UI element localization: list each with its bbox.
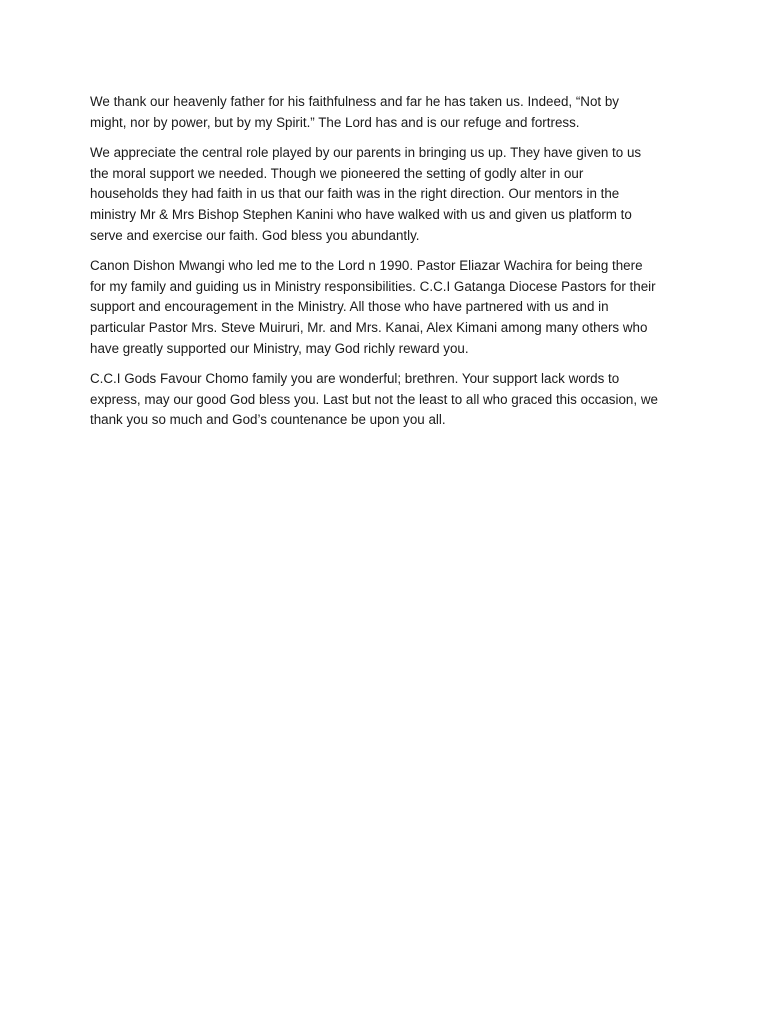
- paragraph-pastors-partners: [90, 256, 680, 359]
- text-line: We appreciate the central role played by our parents in bringing us up. They have given to us: [90, 145, 642, 161]
- text-line: might, nor by power, but by my Spirit.” The Lord has and is our refuge and fortress.: [90, 114, 580, 130]
- text-line: have greatly supported our Ministry, may God richly reward you.: [90, 340, 469, 356]
- text-line: support and encouragement in the Ministry. All those who have partnered with us and in: [90, 299, 609, 315]
- text-line: C.C.I Gods Favour Chomo family you are wonderful; brethren. Your support lack words to: [90, 371, 620, 387]
- text-line: serve and exercise our faith. God bless you abundantly.: [90, 227, 420, 243]
- paragraph-church-family: [90, 369, 680, 431]
- text-line: households they had faith in us that our faith was in the right direction. Our mentors in the: [90, 186, 620, 202]
- text-line: particular Pastor Mrs. Steve Muiruri, Mr. and Mrs. Kanai, Alex Kimani among many others who: [90, 319, 648, 335]
- text-line: We thank our heavenly father for his faithfulness and far he has taken us. Indeed, “Not by: [90, 94, 619, 109]
- text-line: thank you so much and God’s countenance be upon you all.: [90, 412, 446, 428]
- paragraph-thanksgiving: [90, 92, 680, 133]
- text-line: the moral support we needed. Though we pioneered the setting of godly alter in our: [90, 165, 584, 181]
- text-line: express, may our good God bless you. Last but not the least to all who graced this occasion, we: [90, 391, 658, 407]
- document-body: [90, 92, 680, 441]
- paragraph-parents-mentors: [90, 143, 680, 246]
- text-line: Canon Dishon Mwangi who led me to the Lord n 1990. Pastor Eliazar Wachira for being there: [90, 258, 643, 274]
- text-line: ministry Mr & Mrs Bishop Stephen Kanini who have walked with us and given us platform to: [90, 206, 632, 222]
- text-line: for my family and guiding us in Ministry responsibilities. C.C.I Gatanga Diocese Pastors for their: [90, 278, 656, 294]
